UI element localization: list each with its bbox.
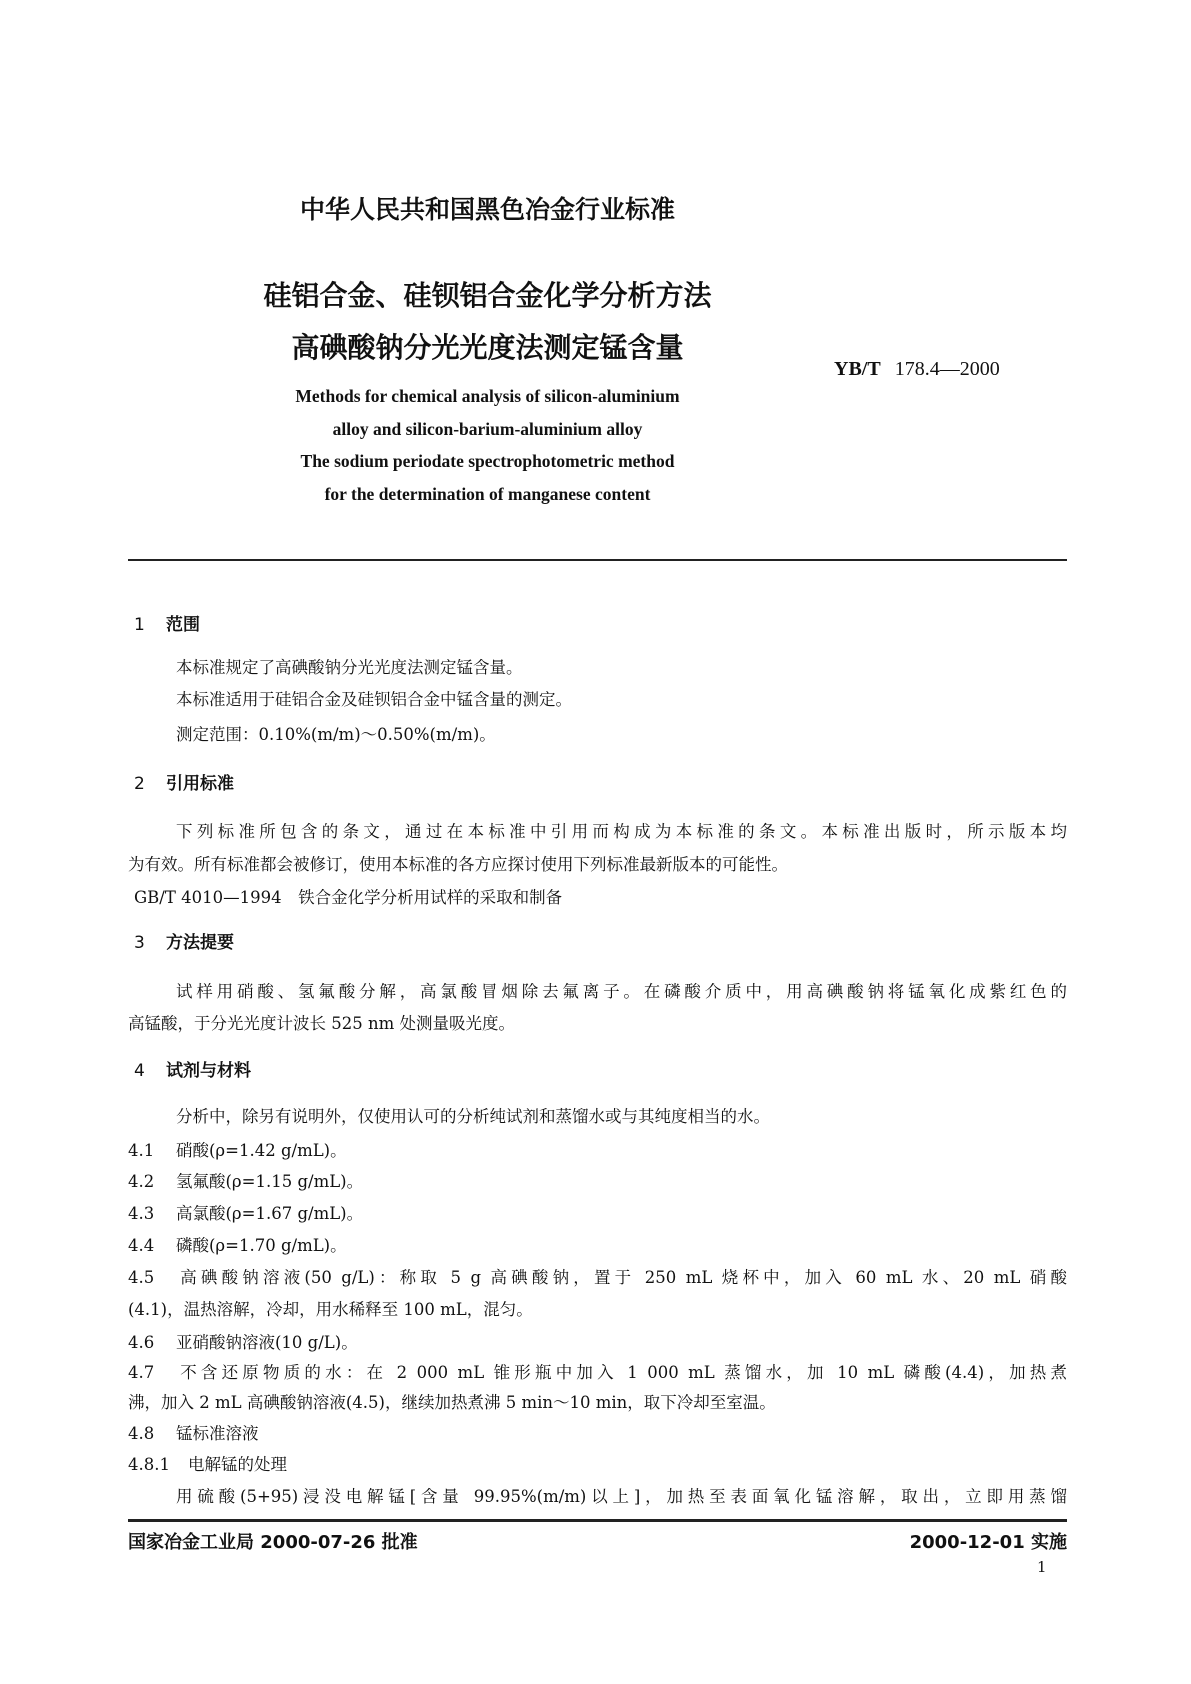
header-divider [128, 559, 1067, 561]
effective-date: 2000-12-01 实施 [909, 1532, 1067, 1553]
list-item: 4.1 硝酸(ρ=1.42 g/mL)。 [128, 1141, 347, 1160]
title-en-line-1: Methods for chemical analysis of silicon-aluminium [295, 386, 680, 406]
paragraph: 试样用硝酸、氢氟酸分解，高氯酸冒烟除去氟离子。在磷酸介质中，用高碘酸钠将锰氧化成紫红色的 [176, 982, 1067, 1001]
section-heading: 4 试剂与材料 [134, 1061, 251, 1081]
paragraph: 本标准适用于硅铝合金及硅钡铝合金中锰含量的测定。 [176, 690, 572, 709]
code-prefix: YB/T [834, 358, 881, 380]
reference-item: GB/T 4010—1994 铁合金化学分析用试样的采取和制备 [134, 888, 563, 907]
code-number: 178.4—2000 [894, 358, 1000, 380]
section-heading: 3 方法提要 [134, 933, 234, 953]
title-en-line-3: The sodium periodate spectrophotometric method [300, 451, 675, 471]
paragraph: 用硫酸(5+95)浸没电解锰[含量 99.95%(m/m)以上]，加热至表面氧化锰溶解，取出，立即用蒸馏 [176, 1487, 1067, 1506]
paragraph: 为有效。所有标准都会被修订，使用本标准的各方应探讨使用下列标准最新版本的可能性。 [128, 855, 788, 874]
paragraph: 测定范围：0.10%(m/m)～0.50%(m/m)。 [176, 725, 496, 744]
list-item-continuation: 沸，加入 2 mL 高碘酸钠溶液(4.5)，继续加热煮沸 5 min～10 min，取下冷却至室温。 [128, 1393, 776, 1412]
standard-code [834, 358, 1000, 381]
footer-divider [128, 1519, 1067, 1522]
section-heading: 1 范围 [134, 615, 200, 635]
title-cn-line-1: 硅铝合金、硅钡铝合金化学分析方法 [263, 279, 712, 312]
paragraph: 高锰酸，于分光光度计波长 525 nm 处测量吸光度。 [128, 1014, 516, 1033]
title-en-line-4: for the determination of manganese content [324, 484, 651, 504]
list-item-continuation: (4.1)，温热溶解，冷却，用水稀释至 100 mL，混匀。 [128, 1300, 533, 1319]
paragraph: 下列标准所包含的条文，通过在本标准中引用而构成为本标准的条文。本标准出版时，所示版本均 [176, 822, 1067, 841]
title-en-line-2: alloy and silicon-barium-aluminium alloy [332, 419, 643, 439]
list-item: 4.7 不含还原物质的水：在 2 000 mL 锥形瓶中加入 1 000 mL 蒸馏水，加 10 mL 磷酸(4.4)，加热煮 [128, 1363, 1067, 1382]
list-item: 4.8 锰标准溶液 [128, 1424, 259, 1443]
page-number: 1 [1037, 1558, 1047, 1576]
list-item: 4.5 高碘酸钠溶液(50 g/L)：称取 5 g 高碘酸钠，置于 250 mL 烧杯中，加入 60 mL 水、20 mL 硝酸 [128, 1268, 1067, 1287]
section-heading: 2 引用标准 [134, 774, 234, 794]
list-item: 4.2 氢氟酸(ρ=1.15 g/mL)。 [128, 1172, 364, 1191]
list-item: 4.4 磷酸(ρ=1.70 g/mL)。 [128, 1236, 347, 1255]
list-item: 4.6 亚硝酸钠溶液(10 g/L)。 [128, 1333, 358, 1352]
paragraph: 本标准规定了高碘酸钠分光光度法测定锰含量。 [176, 658, 523, 677]
list-item: 4.3 高氯酸(ρ=1.67 g/mL)。 [128, 1204, 364, 1223]
paragraph: 分析中，除另有说明外，仅使用认可的分析纯试剂和蒸馏水或与其纯度相当的水。 [176, 1107, 770, 1126]
title-cn-line-2: 高碘酸钠分光光度法测定锰含量 [291, 331, 684, 364]
approval-date: 国家冶金工业局 2000-07-26 批准 [128, 1532, 418, 1553]
list-item: 4.8.1 电解锰的处理 [128, 1455, 287, 1474]
standard-organization: 中华人民共和国黑色冶金行业标准 [299, 195, 675, 224]
